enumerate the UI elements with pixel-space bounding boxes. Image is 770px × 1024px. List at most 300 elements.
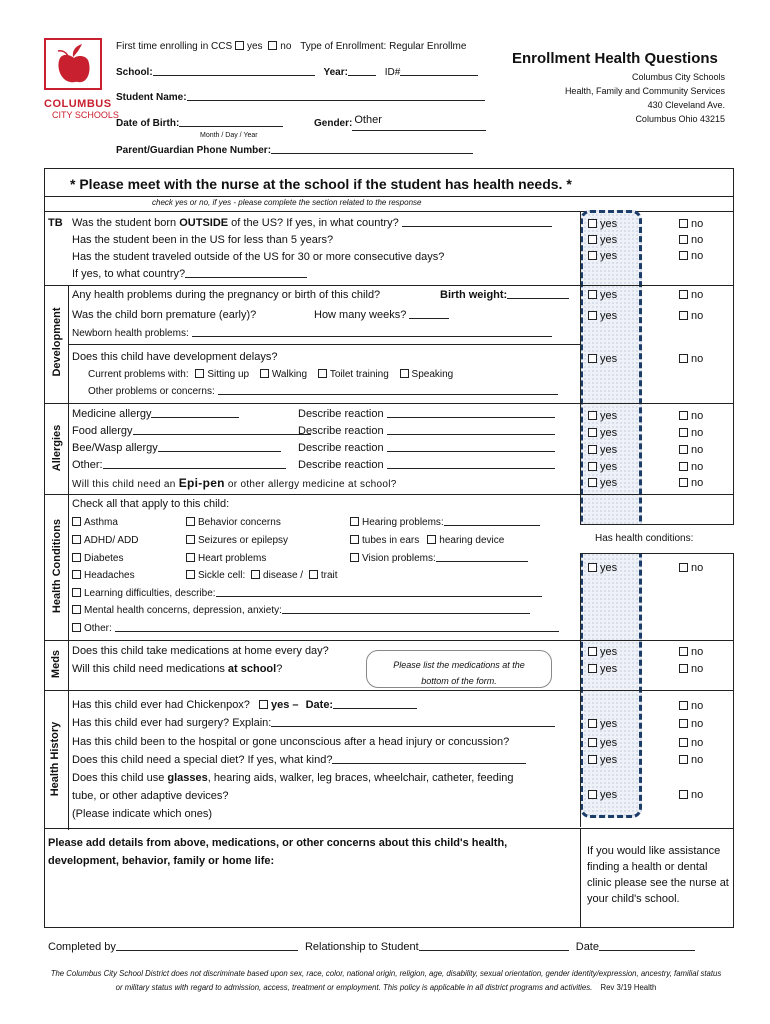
yes-checkbox[interactable]: [588, 647, 597, 656]
yes-checkbox[interactable]: [588, 235, 597, 244]
divider: [44, 690, 734, 691]
org-line: Columbus Ohio 43215: [635, 114, 725, 124]
newborn-field[interactable]: [192, 336, 552, 337]
yes-label: yes: [600, 234, 618, 246]
no-answer: [679, 562, 703, 574]
history-q5-pre: Does this child use: [72, 772, 165, 784]
no-label: no: [691, 427, 704, 439]
walking-label: Walking: [271, 369, 308, 380]
no-label: no: [691, 444, 704, 456]
yes-answer: [588, 646, 617, 658]
gender-row: [314, 114, 486, 131]
divider: [44, 196, 734, 197]
vision-label: Vision problems:: [362, 553, 436, 564]
chickenpox-yes-checkbox[interactable]: [259, 700, 268, 709]
yes-label: yes: [600, 789, 618, 801]
yes-checkbox[interactable]: [588, 219, 597, 228]
relationship-field[interactable]: [419, 950, 569, 951]
no-checkbox[interactable]: [679, 647, 688, 656]
section-label-health-conditions: Health Conditions: [51, 518, 63, 614]
history-q2-label: Has this child ever had surgery? Explain:: [72, 717, 272, 729]
toilet-training-label: Toilet training: [329, 369, 389, 380]
year-label: Year:: [323, 67, 348, 78]
yes-label: yes: [600, 477, 618, 489]
no-answer: [679, 646, 703, 658]
tb-q4: [72, 268, 307, 280]
sickle-disease-checkbox[interactable]: [251, 570, 260, 579]
no-checkbox[interactable]: [679, 251, 688, 260]
divider: [44, 403, 734, 404]
no-answer: [679, 410, 703, 422]
no-label: no: [691, 646, 704, 658]
yes-checkbox[interactable]: [588, 251, 597, 260]
no-label: no: [691, 663, 704, 675]
describe-label: Describe reaction: [298, 442, 384, 454]
tb-travel-country-field[interactable]: [185, 277, 307, 278]
tb-country-field[interactable]: [402, 226, 552, 227]
no-answer: [679, 218, 703, 230]
dob-hint: Month / Day / Year: [200, 132, 258, 139]
condition-asthma: [72, 517, 118, 528]
allergy-food: [72, 425, 311, 437]
yes-label: yes: [600, 444, 618, 456]
yes-checkbox[interactable]: [588, 311, 597, 320]
id-field[interactable]: [400, 75, 478, 76]
sickle-disease-label: disease: [263, 570, 298, 581]
learning-label: Learning difficulties, describe:: [84, 588, 216, 599]
describe-label: Describe reaction: [298, 459, 384, 471]
org-line: Health, Family and Community Services: [564, 86, 725, 96]
allergy-bee: [72, 442, 281, 454]
yes-label: yes: [600, 646, 618, 658]
describe-reaction-1: [298, 408, 555, 420]
no-label: no: [691, 737, 704, 749]
no-checkbox[interactable]: [679, 311, 688, 320]
yes-checkbox[interactable]: [588, 290, 597, 299]
adhd-checkbox[interactable]: [72, 535, 81, 544]
no-answer: [679, 310, 703, 322]
condition-heart: [186, 553, 266, 564]
yes-label: yes: [600, 310, 618, 322]
other-condition-checkbox[interactable]: [72, 623, 81, 632]
no-label: no: [691, 754, 704, 766]
no-checkbox[interactable]: [679, 354, 688, 363]
current-problems-label: Current problems with:: [88, 369, 189, 380]
speaking-label: Speaking: [411, 369, 454, 380]
condition-vision: [350, 553, 528, 564]
no-checkbox[interactable]: [679, 478, 688, 487]
tb-q1-pre: Was the student born: [72, 217, 180, 229]
tubes-checkbox[interactable]: [350, 535, 359, 544]
dob-row: [116, 118, 283, 129]
section-label-meds: Meds: [50, 649, 62, 679]
sitting-up-label: Sitting up: [207, 369, 250, 380]
heart-checkbox[interactable]: [186, 553, 195, 562]
student-name-label: Student Name:: [116, 92, 187, 103]
no-checkbox[interactable]: [679, 790, 688, 799]
dev-q1: Any health problems during the pregnancy or birth of this child?: [72, 289, 381, 301]
newborn-row: [72, 328, 552, 339]
describe-field[interactable]: [387, 434, 555, 435]
other-problems-field[interactable]: [218, 394, 558, 395]
mental-label: Mental health concerns, depression, anxiety:: [84, 605, 282, 616]
phone-label: Parent/Guardian Phone Number:: [116, 145, 272, 156]
history-q5-post: , hearing aids, walker, leg braces, wheelchair, catheter, feeding: [207, 772, 514, 784]
no-answer: [679, 461, 703, 473]
yes-checkbox[interactable]: [588, 445, 597, 454]
yes-checkbox[interactable]: [588, 428, 597, 437]
allergy-other: [72, 459, 286, 471]
footer-date-field[interactable]: [599, 950, 695, 951]
disclaimer-text: The Columbus City School District does not discriminate based upon sex, race, color, national origin, religion, age, disability, sexual orientation, gender identity/expression, ancestry, familial status or military status with regard to admission, access, treatment or employment. This policy is applicable in all district programs and activities.: [50, 969, 722, 992]
id-label: ID#: [384, 67, 401, 78]
condition-hearing: [350, 517, 540, 528]
divider: [580, 211, 581, 827]
yes-label: yes: [600, 427, 618, 439]
dev-q3: Does this child have development delays?: [72, 351, 278, 363]
hearing-checkbox[interactable]: [350, 517, 359, 526]
dob-label: Date of Birth:: [116, 118, 180, 129]
no-answer: [679, 444, 703, 456]
epipen-question: [72, 476, 397, 490]
history-q5: [72, 772, 514, 784]
gender-field[interactable]: [352, 114, 486, 131]
condition-behavior: [186, 517, 281, 528]
footer-date-label: Date: [575, 941, 599, 953]
history-q2: [72, 717, 555, 729]
no-checkbox[interactable]: [679, 428, 688, 437]
condition-seizures: [186, 535, 288, 546]
condition-diabetes: [72, 553, 123, 564]
divider: [44, 640, 734, 641]
hearing-field[interactable]: [444, 525, 540, 526]
no-label: no: [691, 310, 704, 322]
logo-text-columbus: COLUMBUS: [44, 98, 112, 110]
condition-label: Heart problems: [198, 553, 267, 564]
birth-weight-text: Birth weight:: [440, 289, 508, 301]
describe-label: Describe reaction: [298, 425, 384, 437]
condition-label: Behavior concerns: [198, 517, 281, 528]
no-checkbox[interactable]: [679, 290, 688, 299]
yes-label: yes: [600, 250, 618, 262]
yes-answer: [588, 444, 617, 456]
hearing-label: Hearing problems:: [362, 517, 444, 528]
no-label: no: [691, 410, 704, 422]
allergy-field[interactable]: [151, 417, 239, 418]
enrollment-type-field[interactable]: Regular Enrollme: [389, 41, 467, 52]
condition-headaches: [72, 570, 135, 581]
yes-answer: [588, 289, 617, 301]
org-line: 430 Cleveland Ave.: [647, 100, 725, 110]
newborn-label: Newborn health problems:: [72, 328, 189, 339]
yes-answer: [588, 789, 617, 801]
yes-label: yes: [600, 718, 618, 730]
school-row: [116, 67, 478, 78]
sitting-up-checkbox[interactable]: [195, 369, 204, 378]
yes-answer: [588, 477, 617, 489]
no-label: no: [691, 789, 704, 801]
school-field[interactable]: [153, 75, 315, 76]
condition-learning: [72, 588, 542, 599]
yes-checkbox[interactable]: [588, 462, 597, 471]
toilet-training-checkbox[interactable]: [318, 369, 327, 378]
yes-label: yes: [600, 737, 618, 749]
yes-checkbox[interactable]: [588, 719, 597, 728]
yes-checkbox[interactable]: [588, 790, 597, 799]
condition-mental: [72, 605, 530, 616]
no-checkbox[interactable]: [679, 219, 688, 228]
no-label: no: [691, 562, 704, 574]
walking-checkbox[interactable]: [260, 369, 269, 378]
divider: [44, 828, 734, 829]
allergy-field[interactable]: [133, 434, 311, 435]
epipen-bold: Epi-pen: [178, 476, 225, 490]
yes-answer: [588, 718, 617, 730]
no-answer: [679, 289, 703, 301]
no-answer: [679, 663, 703, 675]
hearing-device-label: hearing device: [439, 535, 505, 546]
details-field[interactable]: [48, 872, 576, 926]
gender-value: Other: [354, 114, 382, 126]
diabetes-checkbox[interactable]: [72, 553, 81, 562]
describe-field[interactable]: [387, 468, 555, 469]
logo-text-city-schools: CITY SCHOOLS: [52, 110, 119, 120]
no-answer: [679, 789, 703, 801]
page-title: Enrollment Health Questions: [512, 50, 718, 67]
no-checkbox[interactable]: [679, 462, 688, 471]
relationship-label: Relationship to Student: [304, 941, 419, 953]
phone-field[interactable]: [271, 153, 473, 154]
yes-answer: [588, 250, 617, 262]
mental-field[interactable]: [282, 613, 530, 614]
details-prompt: Please add details from above, medications, or other concerns about this child's health, development, behavior, family or home life:: [48, 837, 508, 867]
conditions-intro: Check all that apply to this child:: [72, 498, 230, 510]
has-conditions-label: Has health conditions:: [595, 533, 694, 544]
chickenpox-yes-label: yes –: [271, 699, 299, 711]
learning-checkbox[interactable]: [72, 588, 81, 597]
yes-checkbox[interactable]: [588, 354, 597, 363]
behavior-checkbox[interactable]: [186, 517, 195, 526]
allergy-field[interactable]: [103, 468, 286, 469]
no-label: no: [691, 250, 704, 262]
meds-q2-bold: at school: [227, 663, 277, 675]
yes-checkbox[interactable]: [588, 563, 597, 572]
no-answer: [679, 718, 703, 730]
section-label-allergies: Allergies: [51, 424, 63, 472]
completed-by-field[interactable]: [116, 950, 298, 951]
special-diet-field[interactable]: [332, 763, 526, 764]
gender-label: Gender:: [314, 118, 353, 129]
yes-answer: [588, 353, 617, 365]
surgery-field[interactable]: [271, 726, 555, 727]
history-q3: Has this child been to the hospital or gone unconscious after a head injury or concussion?: [72, 736, 510, 748]
no-checkbox[interactable]: [679, 719, 688, 728]
banner-subtext: check yes or no, if yes - please complete the section related to the response: [152, 198, 422, 207]
allergy-label: Other:: [72, 459, 103, 471]
weeks-label: [314, 309, 449, 321]
no-label: no: [691, 218, 704, 230]
tb-q3: Has the student traveled outside of the US for 30 or more consecutive days?: [72, 251, 445, 263]
yes-label: yes: [600, 410, 618, 422]
yes-answer: [588, 754, 617, 766]
birth-weight-field[interactable]: [507, 298, 569, 299]
allergy-field[interactable]: [158, 451, 281, 452]
other-problems-row: [88, 386, 558, 397]
no-label: no: [691, 477, 704, 489]
meds-q1: Does this child take medications at home every day?: [72, 645, 329, 657]
section-label-development: Development: [51, 307, 63, 377]
condition-adhd: [72, 535, 138, 546]
history-q5-line3: (Please indicate which ones): [72, 808, 213, 820]
no-checkbox[interactable]: [679, 235, 688, 244]
allergy-label: Medicine allergy: [72, 408, 152, 420]
district-logo: [44, 38, 102, 90]
tubes-label: tubes in ears: [362, 535, 420, 546]
sickle-trait-label: trait: [320, 570, 338, 581]
yes-answer: [588, 737, 617, 749]
yes-label: yes: [600, 461, 618, 473]
yes-checkbox[interactable]: [588, 738, 597, 747]
divider: [580, 828, 581, 928]
no-checkbox[interactable]: [679, 664, 688, 673]
history-q4-label: Does this child need a special diet? If yes, what kind?: [72, 754, 333, 766]
vision-field[interactable]: [436, 561, 528, 562]
no-label: no: [691, 718, 704, 730]
no-label: no: [691, 234, 704, 246]
org-line: Columbus City Schools: [631, 72, 725, 82]
no-label: no: [691, 289, 704, 301]
mental-checkbox[interactable]: [72, 605, 81, 614]
no-checkbox[interactable]: [679, 563, 688, 572]
no-checkbox[interactable]: [679, 701, 688, 710]
revision-text: Rev 3/19 Health: [600, 983, 657, 992]
no-answer: [679, 234, 703, 246]
other-problems-label: Other problems or concerns:: [88, 386, 215, 397]
yes-answer: [588, 461, 617, 473]
no-label: no: [691, 700, 704, 712]
yes-checkbox[interactable]: [588, 755, 597, 764]
section-label-health-history: Health History: [49, 721, 61, 797]
footer-disclaimer: [48, 967, 724, 995]
epipen-post: or other allergy medicine at school?: [227, 479, 397, 490]
divider: [68, 344, 580, 345]
no-answer: [679, 353, 703, 365]
first-time-row: [116, 41, 466, 52]
year-field[interactable]: [348, 75, 376, 76]
first-time-yes-label: yes: [246, 41, 263, 52]
org-address: [565, 70, 725, 126]
meds-q2-post: ?: [276, 663, 283, 675]
yes-label: yes: [600, 663, 618, 675]
condition-label: ADHD/ ADD: [84, 535, 139, 546]
yes-answer: [588, 410, 617, 422]
divider: [44, 494, 734, 495]
first-time-no-checkbox[interactable]: [268, 41, 277, 50]
no-checkbox[interactable]: [679, 738, 688, 747]
no-checkbox[interactable]: [679, 755, 688, 764]
no-label: no: [691, 461, 704, 473]
student-name-field[interactable]: [187, 100, 485, 101]
allergy-medicine: [72, 408, 239, 420]
describe-reaction-2: [298, 425, 555, 437]
condition-label: Sickle cell:: [198, 570, 246, 581]
yes-answer: [588, 218, 617, 230]
footer-signature-row: [48, 941, 695, 953]
tb-q1-post: of the US? If yes, in what country?: [228, 217, 399, 229]
no-answer: [679, 250, 703, 262]
tb-q1-bold: OUTSIDE: [179, 217, 229, 229]
apple-logo-icon: [46, 40, 100, 88]
chickenpox-date-field[interactable]: [333, 708, 417, 709]
first-time-yes-checkbox[interactable]: [235, 41, 244, 50]
condition-label: Headaches: [84, 570, 135, 581]
meds-note-box: [366, 650, 552, 688]
divider: [68, 285, 69, 830]
allergy-label: Food allergy: [72, 425, 133, 437]
other-condition-field[interactable]: [115, 631, 559, 632]
weeks-field[interactable]: [409, 318, 449, 319]
enrollment-type-label: Type of Enrollment:: [300, 41, 387, 52]
has-conditions-box: [580, 524, 734, 554]
epipen-pre: Will this child need an: [72, 479, 176, 490]
no-checkbox[interactable]: [679, 445, 688, 454]
chickenpox-date-label: Date:: [305, 699, 334, 711]
dob-field[interactable]: [179, 126, 283, 127]
learning-field[interactable]: [216, 596, 542, 597]
seizures-checkbox[interactable]: [186, 535, 195, 544]
headaches-checkbox[interactable]: [72, 570, 81, 579]
no-answer: [679, 427, 703, 439]
yes-label: yes: [600, 353, 618, 365]
no-answer: [679, 700, 703, 712]
yes-checkbox[interactable]: [588, 411, 597, 420]
tb-q2: Has the student been in the US for less than 5 years?: [72, 234, 334, 246]
describe-field[interactable]: [387, 451, 555, 452]
yes-answer: [588, 562, 617, 574]
yes-answer: [588, 427, 617, 439]
meds-note: Please list the medications at the bottom of the form.: [393, 660, 525, 686]
condition-other: [72, 623, 559, 634]
vision-checkbox[interactable]: [350, 553, 359, 562]
history-q1: [72, 699, 417, 711]
history-q5-line2: tube, or other adaptive devices?: [72, 790, 229, 802]
yes-label: yes: [600, 218, 618, 230]
meds-q2-pre: Will this child need medications: [72, 663, 225, 675]
sickle-trait-checkbox[interactable]: [309, 570, 318, 579]
describe-label: Describe reaction: [298, 408, 384, 420]
yes-answer: [588, 663, 617, 675]
no-checkbox[interactable]: [679, 411, 688, 420]
speaking-checkbox[interactable]: [400, 369, 409, 378]
yes-answer: [588, 310, 617, 322]
describe-field[interactable]: [387, 417, 555, 418]
condition-label: Seizures or epilepsy: [198, 535, 289, 546]
condition-tubes: [350, 535, 504, 546]
sickle-cell-checkbox[interactable]: [186, 570, 195, 579]
yes-label: yes: [600, 562, 618, 574]
no-answer: [679, 477, 703, 489]
birth-weight-label: [440, 289, 569, 301]
clinic-assistance-note: If you would like assistance finding a health or dental clinic please see the nurse at your child's school.: [587, 845, 729, 905]
yes-checkbox[interactable]: [588, 664, 597, 673]
asthma-checkbox[interactable]: [72, 517, 81, 526]
no-answer: [679, 737, 703, 749]
hearing-device-checkbox[interactable]: [427, 535, 436, 544]
yes-label: yes: [600, 289, 618, 301]
dev-q2: Was the child born premature (early)?: [72, 309, 257, 321]
completed-by-label: Completed by: [48, 941, 116, 953]
yes-checkbox[interactable]: [588, 478, 597, 487]
